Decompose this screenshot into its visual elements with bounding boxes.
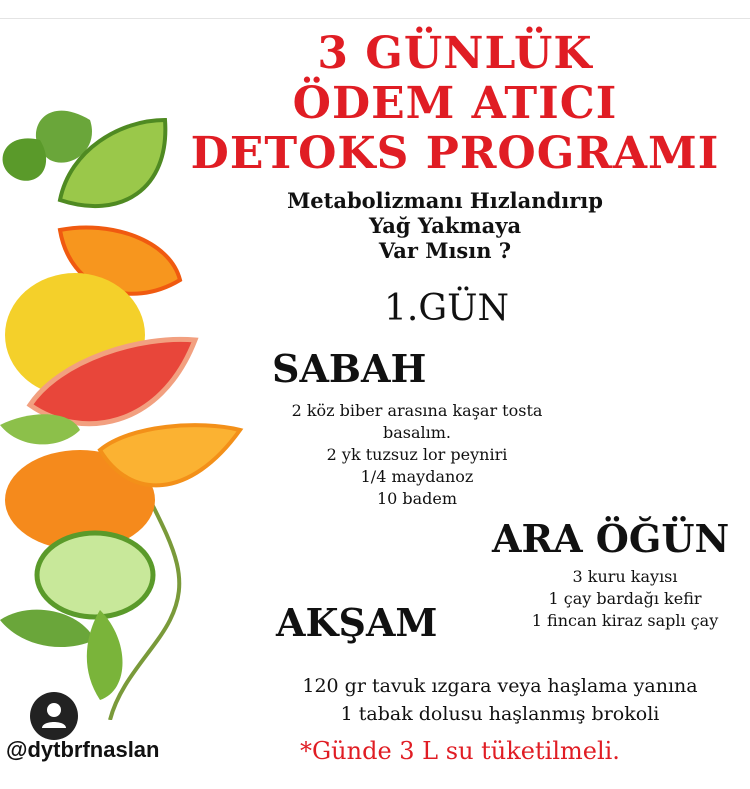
menu-line: 2 yk tuzsuz lor peyniri <box>326 445 508 464</box>
sabah-menu <box>262 400 572 510</box>
top-divider <box>0 18 750 19</box>
leaf-icon <box>87 610 123 700</box>
subtitle-line-3: Var Mısın ? <box>378 238 512 263</box>
author-handle[interactable]: @dytbrfnaslan <box>6 737 160 762</box>
sabah-heading: SABAH <box>272 346 427 391</box>
menu-line: 1 tabak dolusu haşlanmış brokoli <box>340 703 660 725</box>
lime-half-icon <box>37 533 153 617</box>
day-label: 1.GÜN <box>384 288 509 329</box>
title-line-2: ÖDEM ATICI <box>292 78 618 129</box>
title-line-1: 3 GÜNLÜK <box>317 28 593 79</box>
leaf-icon <box>3 138 47 180</box>
menu-line: 3 kuru kayısı <box>572 567 678 586</box>
ara-ogun-heading: ARA ÖĞÜN <box>492 516 730 561</box>
ara-ogun-menu <box>495 566 750 632</box>
menu-line: 2 köz biber arasına kaşar tosta <box>291 401 543 420</box>
menu-line: 120 gr tavuk ızgara veya haşlama yanına <box>302 675 698 697</box>
subtitle-line-1: Metabolizmanı Hızlandırıp <box>287 188 603 213</box>
aksam-heading: AKŞAM <box>276 600 438 645</box>
menu-line: basalım. <box>382 423 452 442</box>
aksam-menu <box>260 672 740 728</box>
menu-line: 1/4 maydanoz <box>360 467 474 486</box>
title-line-3: DETOKS PROGRAMI <box>190 128 720 179</box>
water-note: *Günde 3 L su tüketilmeli. <box>300 737 620 765</box>
user-avatar-icon[interactable] <box>30 692 78 740</box>
menu-line: 1 çay bardağı kefir <box>548 589 702 608</box>
subtitle-line-2: Yağ Yakmaya <box>368 213 522 238</box>
menu-line: 1 fincan kiraz saplı çay <box>531 611 719 630</box>
menu-line: 10 badem <box>376 489 458 508</box>
